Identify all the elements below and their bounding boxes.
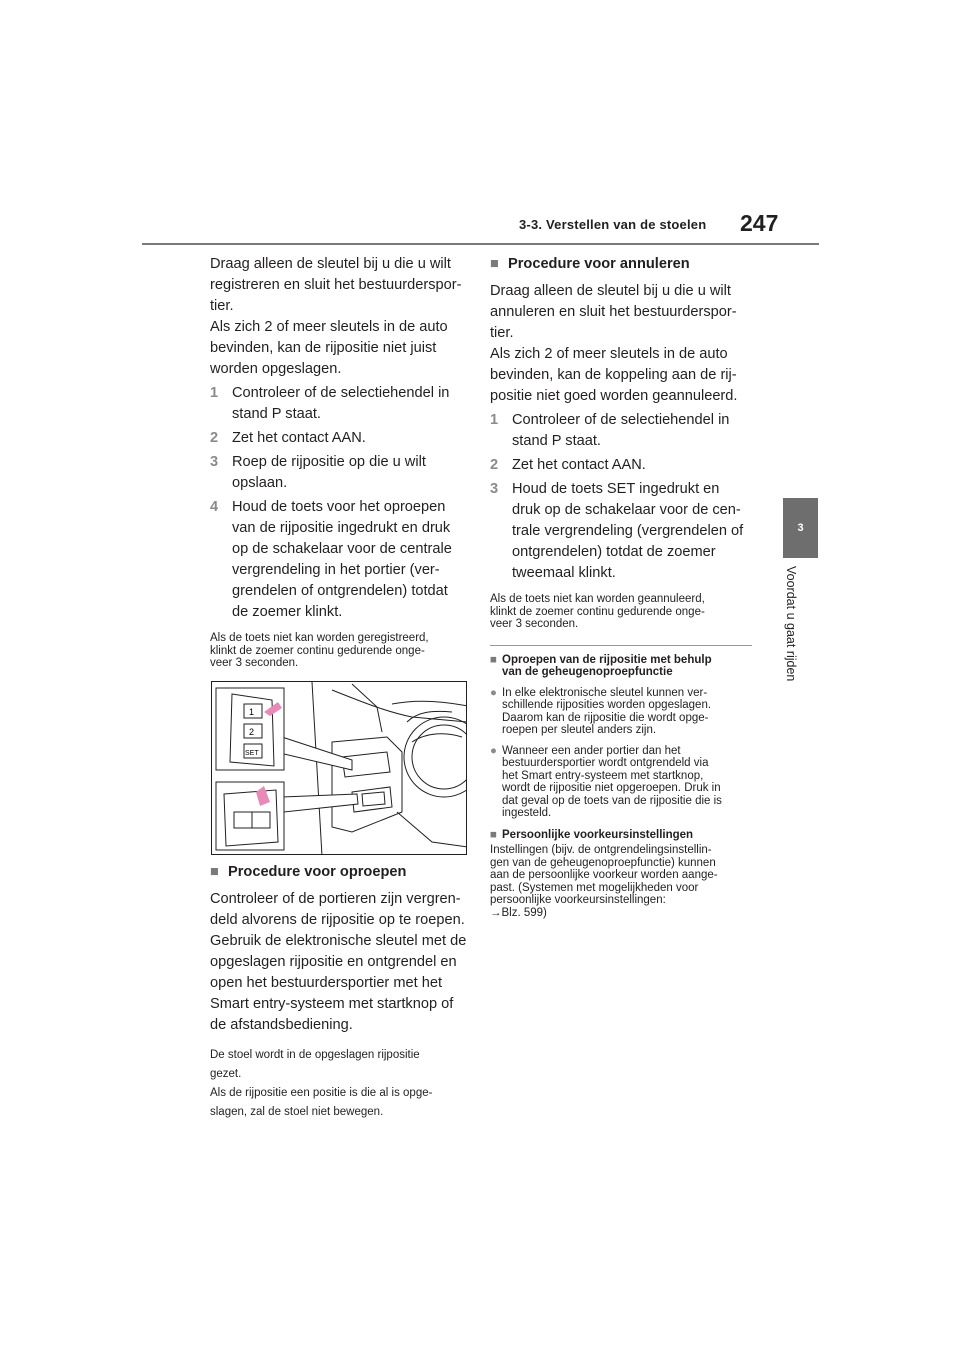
bullet-line: Daarom kan de rijpositie die wordt opge- — [502, 711, 709, 724]
step-4 — [210, 497, 472, 623]
step-line: opslaan. — [232, 475, 288, 491]
note-line: veer 3 seconden. — [490, 618, 579, 630]
text-line: de afstandsbediening. — [210, 1017, 353, 1033]
text-line: tier. — [210, 298, 234, 314]
text-line: bevinden, kan de rijpositie niet juist — [210, 340, 437, 356]
text-line: worden opgeslagen. — [210, 361, 342, 377]
text-line: positie niet goed worden geannuleerd. — [490, 388, 738, 404]
square-bullet-icon: ■ — [490, 828, 497, 841]
pref-heading-text: Persoonlijke voorkeursinstellingen — [502, 828, 694, 841]
bullet-line: roepen per sleutel anders zijn. — [502, 724, 657, 736]
cancel-note — [490, 593, 752, 631]
bullet-line: het Smart entry-systeem met startknop, — [502, 769, 704, 782]
pref-heading — [490, 829, 752, 842]
step-number: 2 — [490, 457, 499, 473]
step-line: de zoemer klinkt. — [232, 604, 343, 620]
note-line: Als de toets niet kan worden geannuleerd, — [490, 593, 705, 605]
bullet-line: schillende rijposities worden opgeslagen. — [502, 699, 712, 711]
pref-line: persoonlijke voorkeursinstellingen: — [490, 894, 666, 906]
intro-text — [210, 254, 472, 380]
square-bullet-icon: ■ — [490, 653, 497, 666]
step-3 — [490, 479, 752, 584]
pillar-line — [352, 684, 382, 732]
note-line: veer 3 seconden. — [210, 657, 299, 669]
text-line: deld alvorens de rijpositie op te roepen. — [210, 912, 465, 928]
illustration-svg — [212, 682, 467, 855]
text-line: Als zich 2 of meer sleutels in de auto — [210, 319, 448, 335]
memory-button-illustration — [211, 681, 467, 855]
cancel-heading-text: Procedure voor annuleren — [508, 256, 690, 272]
text-line: Controleer of de portieren zijn vergren- — [210, 891, 461, 907]
step-line: ontgrendelen) totdat de zoemer — [512, 544, 716, 560]
square-bullet-icon: ■ — [210, 864, 219, 880]
step-line: grendelen of ontgrendelen) totdat — [232, 583, 448, 599]
step-number: 1 — [490, 412, 499, 428]
step-1 — [490, 410, 752, 452]
step-line: Zet het contact AAN. — [512, 457, 646, 473]
recall-heading — [210, 862, 472, 883]
recall-heading-text: Procedure voor oproepen — [228, 864, 407, 880]
step-number: 3 — [210, 454, 219, 470]
text-line: Gebruik de elektronische sleutel met de — [210, 933, 467, 949]
step-line: stand P staat. — [232, 406, 321, 422]
bullet-line: In elke elektronische sleutel kunnen ver- — [502, 686, 708, 699]
bullet-line: wordt de rijpositie niet opgeroepen. Druk in — [502, 782, 721, 794]
chapter-side-label — [782, 566, 802, 706]
step-line: Zet het contact AAN. — [232, 430, 366, 446]
note-line: Als de toets niet kan worden geregistreerd, — [210, 632, 429, 644]
note-line: Als de rijpositie een positie is die al is opge- — [210, 1087, 433, 1099]
recall-note — [210, 1046, 472, 1122]
bullet-item — [490, 745, 752, 820]
left-column — [210, 254, 472, 670]
step-line: tweemaal klinkt. — [512, 565, 616, 581]
pref-line: Instellingen (bijv. de ontgrendelingsinstellin- — [490, 844, 712, 856]
button-2-label: 2 — [249, 727, 255, 737]
step-3 — [210, 452, 472, 494]
step-line: Controleer of de selectiehendel in — [232, 385, 450, 401]
step-2 — [210, 428, 472, 449]
text-line: Smart entry-systeem met startknop of — [210, 996, 454, 1012]
page-number: 247 — [740, 210, 779, 236]
section-title: 3-3. Verstellen van de stoelen — [519, 217, 707, 232]
memory-recall-note-heading — [490, 654, 752, 679]
right-column — [490, 254, 752, 919]
step-number: 3 — [490, 481, 499, 497]
dash-top-line — [392, 701, 467, 706]
note-line: gezet. — [210, 1068, 242, 1080]
pref-line: aan de persoonlijke voorkeur worden aange- — [490, 869, 718, 881]
cancel-heading — [490, 254, 752, 275]
text-line: annuleren en sluit het bestuurderspor- — [490, 304, 737, 320]
bullet-line: Wanneer een ander portier dan het — [502, 744, 681, 757]
text-line: tier. — [490, 325, 514, 341]
text-line: bevinden, kan de koppeling aan de rij- — [490, 367, 737, 383]
step-line: Controleer of de selectiehendel in — [512, 412, 730, 428]
step-2 — [490, 455, 752, 476]
step-1 — [210, 383, 472, 425]
text-line: Draag alleen de sleutel bij u die u wilt — [210, 256, 451, 272]
note-line: klinkt de zoemer continu gedurende onge- — [210, 644, 425, 657]
step-line: trale vergrendeling (vergrendelen of — [512, 523, 744, 539]
steering-inner — [412, 725, 467, 789]
step-line: Roep de rijpositie op die u wilt — [232, 454, 426, 470]
circle-bullet-icon: ● — [490, 686, 497, 699]
button-set-label: SET — [245, 750, 259, 757]
steering-wheel — [404, 717, 467, 797]
bullet-item — [490, 687, 752, 737]
step-line: op de schakelaar voor de centrale — [232, 541, 452, 557]
note-heading-line: Oproepen van de rijpositie met behulp — [502, 653, 712, 666]
step-number: 4 — [210, 499, 219, 515]
step-line: Houd de toets SET ingedrukt en — [512, 481, 720, 497]
step-number: 2 — [210, 430, 219, 446]
step-line: van de rijpositie ingedrukt en druk — [232, 520, 451, 536]
square-bullet-icon: ■ — [490, 256, 499, 272]
notes-divider — [490, 645, 752, 646]
note-line: klinkt de zoemer continu gedurende onge- — [490, 605, 705, 618]
note-line: slagen, zal de stoel niet bewegen. — [210, 1106, 384, 1118]
step-line: druk op de schakelaar voor de cen- — [512, 502, 741, 518]
button-1-label: 1 — [249, 707, 255, 717]
pref-line: gen van de geheugenoproepfunctie) kunnen — [490, 856, 716, 869]
text-line: registreren en sluit het bestuurderspor- — [210, 277, 462, 293]
chapter-title: Voordat u gaat rijden — [784, 566, 798, 682]
register-note — [210, 632, 472, 670]
bullet-line: dat geval op de toets van de rijpositie die is — [502, 794, 722, 807]
note-line: De stoel wordt in de opgeslagen rijpositie — [210, 1049, 420, 1061]
text-line: open het bestuurdersportier met het — [210, 975, 443, 991]
step-line: Houd de toets voor het oproepen — [232, 499, 446, 515]
text-line: opgeslagen rijpositie en ontgrendel en — [210, 954, 457, 970]
step-line: vergrendeling in het portier (ver- — [232, 562, 440, 578]
text-line: Draag alleen de sleutel bij u die u wilt — [490, 283, 731, 299]
page-reference-link[interactable]: →Blz. 599) — [490, 906, 547, 919]
note-heading-line: van de geheugenoproepfunctie — [502, 666, 673, 678]
pref-line: past. (Systemen met mogelijkheden voor — [490, 881, 699, 894]
text-line: Als zich 2 of meer sleutels in de auto — [490, 346, 728, 362]
recall-section — [210, 862, 472, 1122]
header-divider — [142, 243, 819, 245]
pref-text — [490, 844, 752, 919]
step-line: stand P staat. — [512, 433, 601, 449]
bullet-line: ingesteld. — [502, 807, 552, 819]
step-number: 1 — [210, 385, 219, 401]
chapter-tab: 3 — [783, 498, 818, 558]
door-panel — [332, 737, 402, 832]
bullet-line: bestuurdersportier wordt ontgrendeld via — [502, 757, 709, 769]
circle-bullet-icon: ● — [490, 744, 497, 757]
